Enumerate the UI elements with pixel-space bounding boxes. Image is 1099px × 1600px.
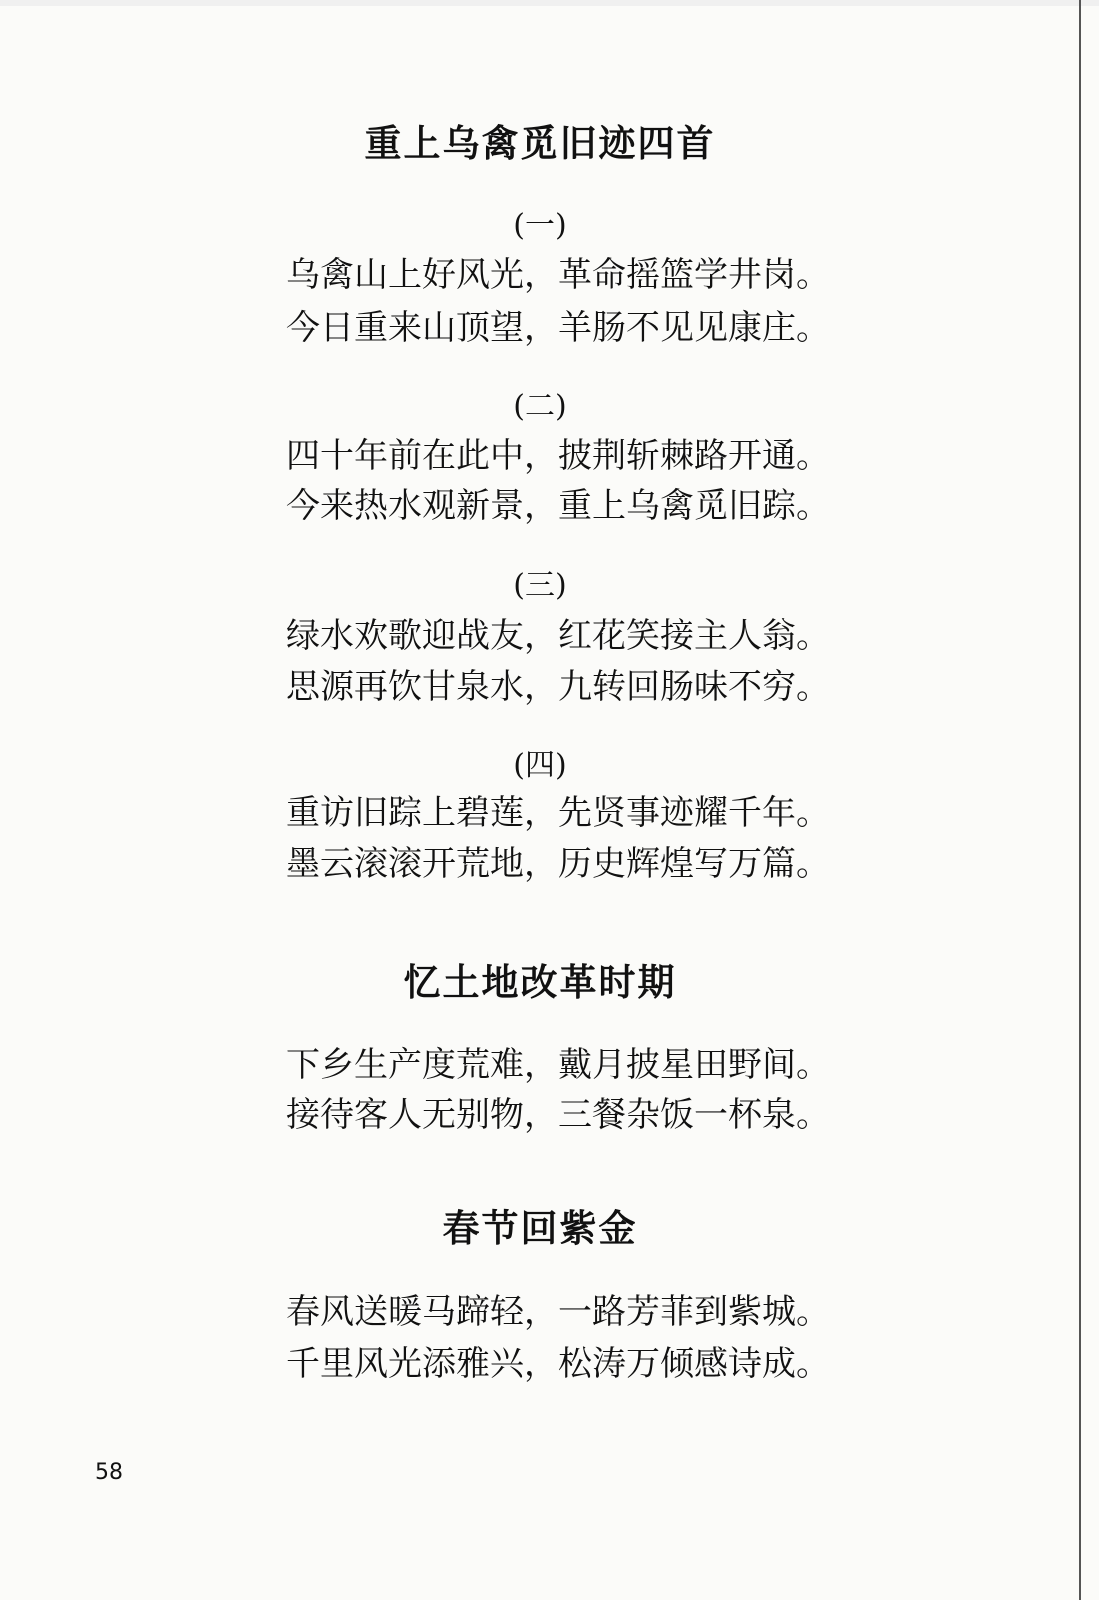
poem-line: 四十年前在此中，披荆斩棘路开通。 (286, 436, 830, 476)
poem-line: 今来热水观新景，重上乌禽觅旧踪。 (286, 486, 830, 526)
page-number: 58 (95, 1460, 123, 1485)
section-label-4: (四) (513, 748, 567, 783)
poem-line: 乌禽山上好风光，革命摇篮学井岗。 (286, 255, 830, 295)
poem-line: 接待客人无别物，三餐杂饭一杯泉。 (286, 1095, 830, 1135)
section-label-2: (二) (513, 389, 567, 424)
poem-title-1: 重上乌禽觅旧迹四首 (364, 122, 716, 165)
section-label-1: (一) (513, 208, 567, 243)
poem-line: 重访旧踪上碧莲，先贤事迹耀千年。 (286, 793, 830, 833)
poem-line: 绿水欢歌迎战友，红花笑接主人翁。 (286, 616, 830, 656)
poem-line: 今日重来山顶望，羊肠不见见康庄。 (286, 308, 830, 348)
poem-title-2: 忆土地改革时期 (403, 961, 677, 1004)
section-label-3: (三) (513, 568, 567, 603)
poem-line: 下乡生产度荒难，戴月披星田野间。 (286, 1045, 830, 1085)
poem-line: 千里风光添雅兴，松涛万倾感诗成。 (286, 1344, 830, 1384)
scan-border (0, 0, 1099, 6)
poem-title-3: 春节回紫金 (442, 1207, 638, 1250)
poem-line: 春风送暖马蹄轻，一路芳菲到紫城。 (286, 1292, 830, 1332)
poem-line: 思源再饮甘泉水，九转回肠味不穷。 (286, 667, 830, 707)
poem-line: 墨云滚滚开荒地，历史辉煌写万篇。 (286, 844, 830, 884)
